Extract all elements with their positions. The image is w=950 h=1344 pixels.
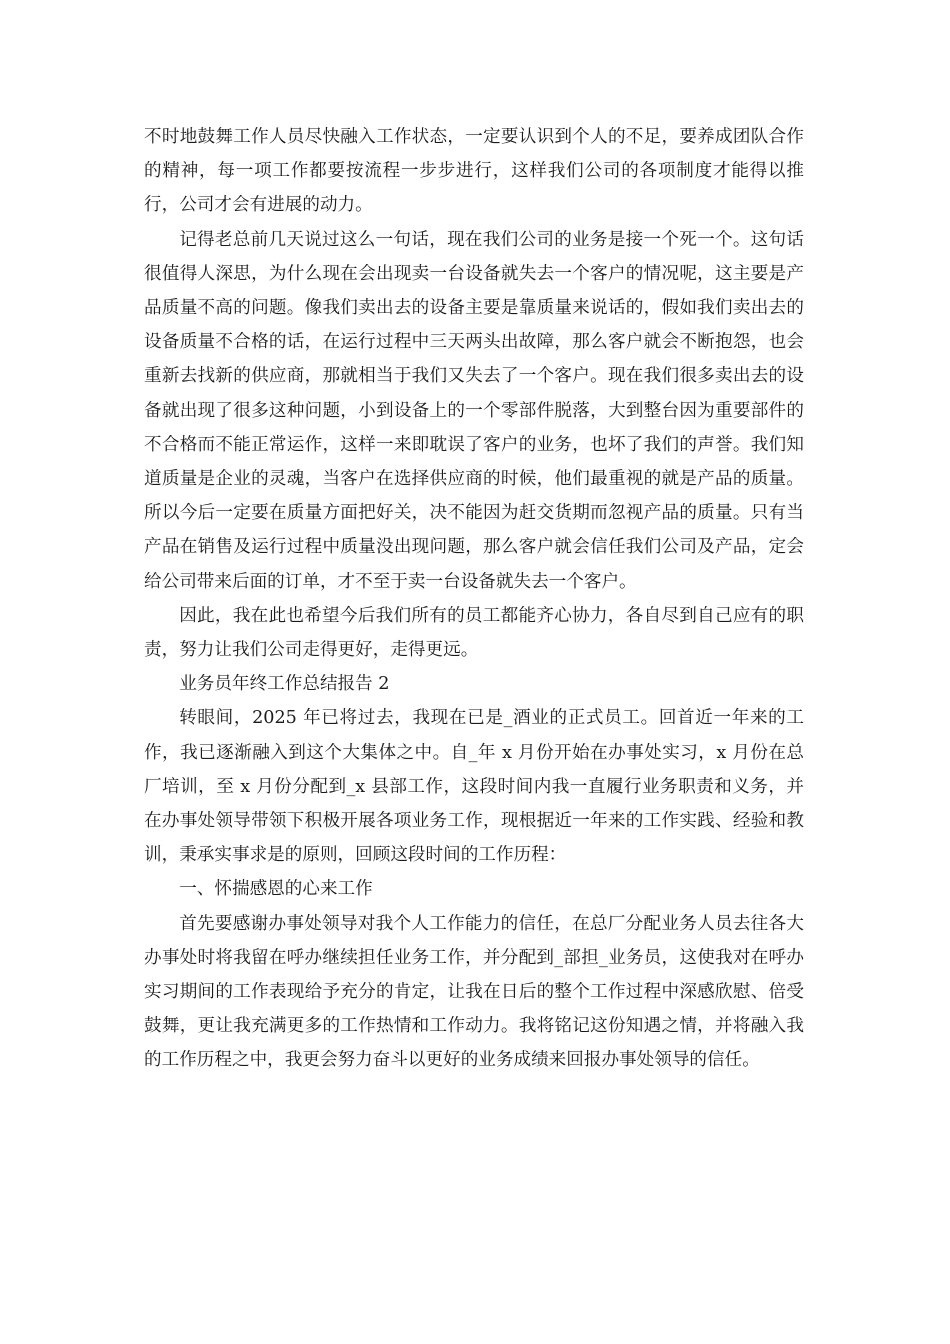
paragraph-gratitude: 首先要感谢办事处领导对我个人工作能力的信任，在总厂分配业务人员去往各大办事处时将我留在呼办继续担任业务工作，并分配到_部担_业务员，这使我对在呼办实习期间的工作表现给予充分的肯定，让我在日后的整个工作过程中深感欣慰、倍受鼓舞，更让我充满更多的工作热情和工作动力。我将铭记这份知遇之情，并将融入我的工作历程之中，我更会努力奋斗以更好的业务成绩来回报办事处领导的信任。 (144, 913, 804, 1071)
subsection-heading: 一、怀揣感恩的心来工作 (179, 879, 373, 900)
paragraph-continued: 不时地鼓舞工作人员尽快融入工作状态，一定要认识到个人的不足，要养成团队合作的精神，每一项工作都要按流程一步步进行，这样我们公司的各项制度才能得以推行，公司才会有进展的动力。 (144, 127, 804, 216)
paragraph-conclusion: 因此，我在此也希望今后我们所有的员工都能齐心协力，各自尽到自己应有的职责，努力让我们公司走得更好，走得更远。 (144, 605, 804, 661)
paragraph-quality: 记得老总前几天说过这么一句话，现在我们公司的业务是接一个死一个。这句话很值得人深思，为什么现在会出现卖一台设备就失去一个客户的情况呢，这主要是产品质量不高的问题。像我们卖出去的设备主要是靠质量来说话的，假如我们卖出去的设备质量不合格的话，在运行过程中三天两头出故障，那么客户就会不断抱怨，也会重新去找新的供应商，那就相当于我们又失去了一个客户。现在我们很多卖出去的设备就出现了很多这种问题，小到设备上的一个零部件脱落，大到整台因为重要部件的不合格而不能正常运作，这样一来即耽误了客户的业务，也坏了我们的声誉。我们知道质量是企业的灵魂，当客户在选择供应商的时候，他们最重视的就是产品的质量。所以今后一定要在质量方面把好关，决不能因为赶交货期而忽视产品的质量。只有当产品在销售及运行过程中质量没出现问题，那么客户就会信任我们公司及产品，定会给公司带来后面的订单，才不至于卖一台设备就失去一个客户。 (144, 229, 804, 592)
section-title: 业务员年终工作总结报告 2 (179, 674, 390, 695)
document-body (144, 120, 804, 1078)
paragraph-intro: 转眼间，2025 年已将过去，我现在已是_酒业的正式员工。回首近一年来的工作，我已逐渐融入到这个大集体之中。自_年 x 月份开始在办事处实习，x 月份在总厂培训，至 x 月份分配到_x 县部工作，这段时间内我一直履行业务职责和义务，并在办事处领导带领下积极开展各项业务工作，现根据近一年来的工作实践、经验和教训，秉承实事求是的原则，回顾这段时间的工作历程： (144, 708, 804, 866)
